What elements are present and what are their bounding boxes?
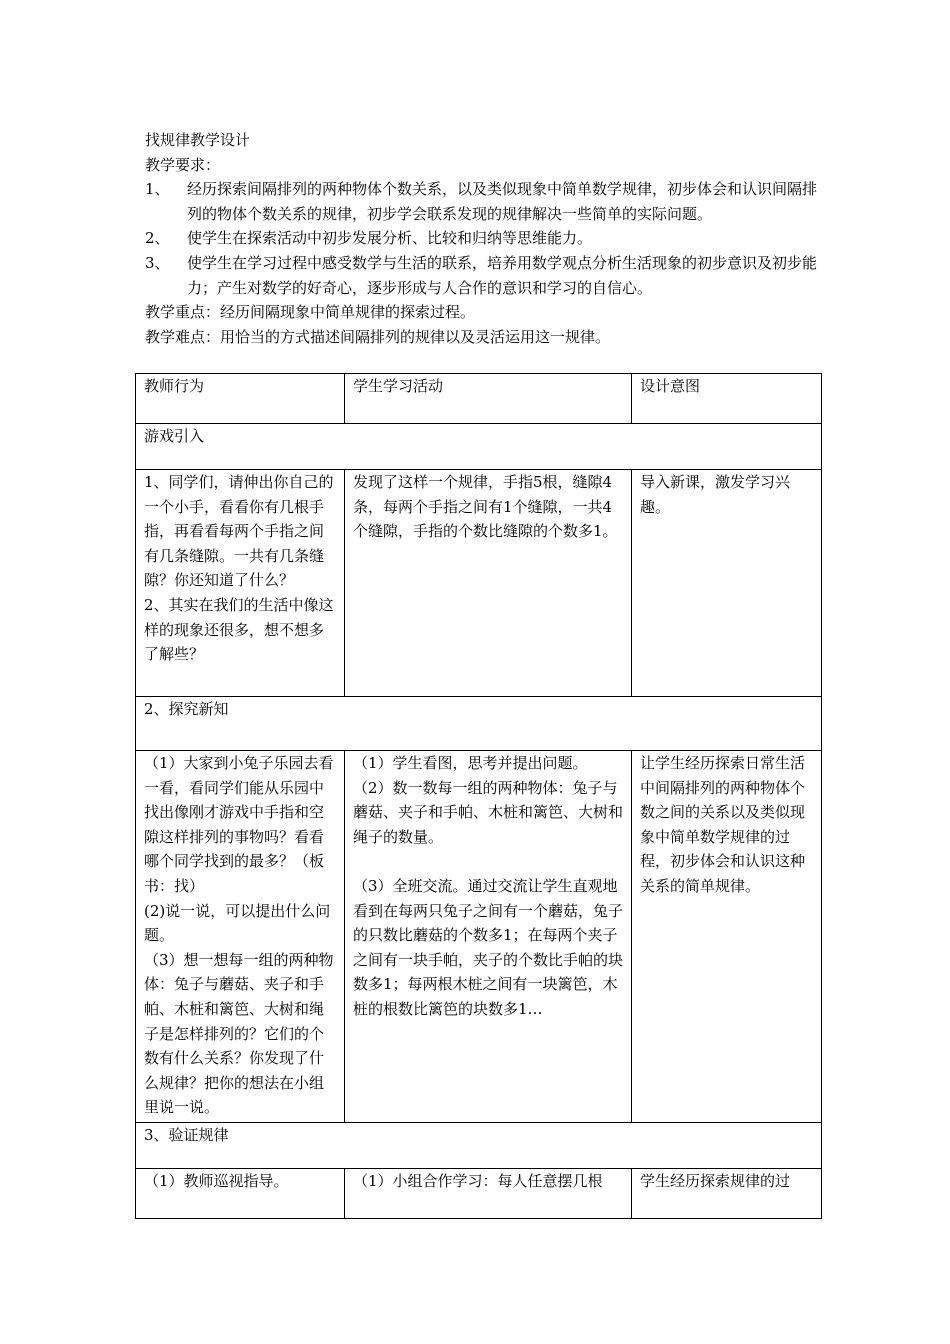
section-row: [136, 1123, 822, 1169]
difficult-point: 教学难点：用恰当的方式描述间隔排列的规律以及灵活运用这一规律。: [145, 327, 611, 346]
teacher-cell: [136, 470, 345, 697]
requirement-number: 2、: [145, 229, 170, 248]
header-intent: 设计意图: [632, 374, 822, 424]
intent-cell: [632, 751, 822, 1123]
requirement-number: 1、: [145, 180, 170, 199]
lesson-plan-table: [135, 373, 822, 1219]
student-cell: [345, 1169, 632, 1219]
paragraph-gap: [353, 849, 623, 874]
requirement-text: 使学生在探索活动中初步发展分析、比较和归纳等思维能力。: [187, 229, 593, 248]
section-title: 2、探究新知: [136, 697, 822, 751]
cell-paragraph: (2)说一说，可以提出什么问题。: [144, 901, 331, 945]
cell-paragraph: （1）小组合作学习：每人任意摆几根: [353, 1172, 603, 1190]
document-title: 找规律教学设计: [145, 131, 251, 149]
cell-paragraph: 导入新课，激发学习兴趣。: [640, 473, 791, 516]
requirement-number: 3、: [145, 253, 170, 272]
section-row: [136, 697, 822, 751]
requirement-item: [145, 226, 820, 251]
requirements-heading: 教学要求：: [145, 155, 221, 174]
section-title: 游戏引入: [136, 424, 822, 470]
teacher-cell: [136, 1169, 345, 1219]
requirement-text: 使学生在学习过程中感受数学与生活的联系，培养用数学观点分析生活现象的初步意识及初步能力；产生对数学的好奇心，逐步形成与人合作的意识和学习的自信心。: [187, 253, 818, 297]
cell-paragraph: （1）教师巡视指导。: [144, 1172, 289, 1190]
table-row: [136, 470, 822, 697]
cell-paragraph: （1）学生看图，思考并提出问题。: [353, 754, 588, 772]
cell-paragraph: （3）全班交流。通过交流让学生直观地看到在每两只兔子之间有一个蘑菇，兔子的只数比蘑菇的个数多1；在每两个夹子之间有一块手帕，夹子的个数比手帕的块数多1；每两根木桩之间有一块篱笆，木桩的根数比篱笆的块数多1…: [353, 876, 624, 1018]
requirement-item: [145, 177, 820, 226]
cell-paragraph: （3）想一想每一组的两种物体：兔子与蘑菇、夹子和手帕、木桩和篱笆、大树和绳子是怎样排列的？它们的个数有什么关系？你发现了什么规律？把你的想法在小组里说一说。: [144, 950, 334, 1117]
intro-section: [145, 128, 820, 349]
section-title: 3、验证规律: [136, 1123, 822, 1169]
teacher-cell: [136, 751, 345, 1123]
section-row: [136, 424, 822, 470]
cell-paragraph: 发现了这样一个规律，手指5根，缝隙4条，每两个手指之间有1个缝隙，一共4个缝隙，手指的个数比缝隙的个数多1。: [353, 473, 618, 541]
key-point: 教学重点：经历间隔现象中简单规律的探索过程。: [145, 303, 476, 322]
student-cell: [345, 751, 632, 1123]
cell-paragraph: （2）数一数每一组的两种物体：兔子与蘑菇、夹子和手帕、木桩和篱笆、大树和绳子的数量。: [353, 778, 624, 846]
cell-paragraph: 让学生经历探索日常生活中间隔排列的两种物体个数之间的关系以及类似现象中简单数学规律的过程，初步体会和认识这种关系的简单规律。: [640, 754, 806, 895]
header-student: 学生学习活动: [345, 374, 632, 424]
table-row: [136, 1169, 822, 1219]
cell-paragraph: 学生经历探索规律的过: [640, 1172, 791, 1190]
requirement-text: 经历探索间隔排列的两种物体个数关系，以及类似现象中简单数学规律，初步体会和认识间隔排列的物体个数关系的规律，初步学会联系发现的规律解决一些简单的实际问题。: [187, 180, 818, 223]
intent-cell: [632, 470, 822, 697]
table-header-row: [136, 374, 822, 424]
requirement-item: [145, 251, 820, 300]
intent-cell: [632, 1169, 822, 1219]
cell-paragraph: （1）大家到小兔子乐园去看一看，看同学们能从乐园中找出像刚才游戏中手指和空隙这样排列的事物吗？看看哪个同学找到的最多？（板书：找）: [144, 754, 334, 895]
cell-paragraph: 1、同学们，请伸出你自己的一个小手，看看你有几根手指，再看看每两个手指之间有几条缝隙。一共有几条缝隙？你还知道了什么？: [144, 473, 334, 590]
table-row: [136, 751, 822, 1123]
header-teacher: 教师行为: [136, 374, 345, 424]
student-cell: [345, 470, 632, 697]
cell-paragraph: 2、其实在我们的生活中像这样的现象还很多，想不想多了解些？: [144, 595, 334, 664]
